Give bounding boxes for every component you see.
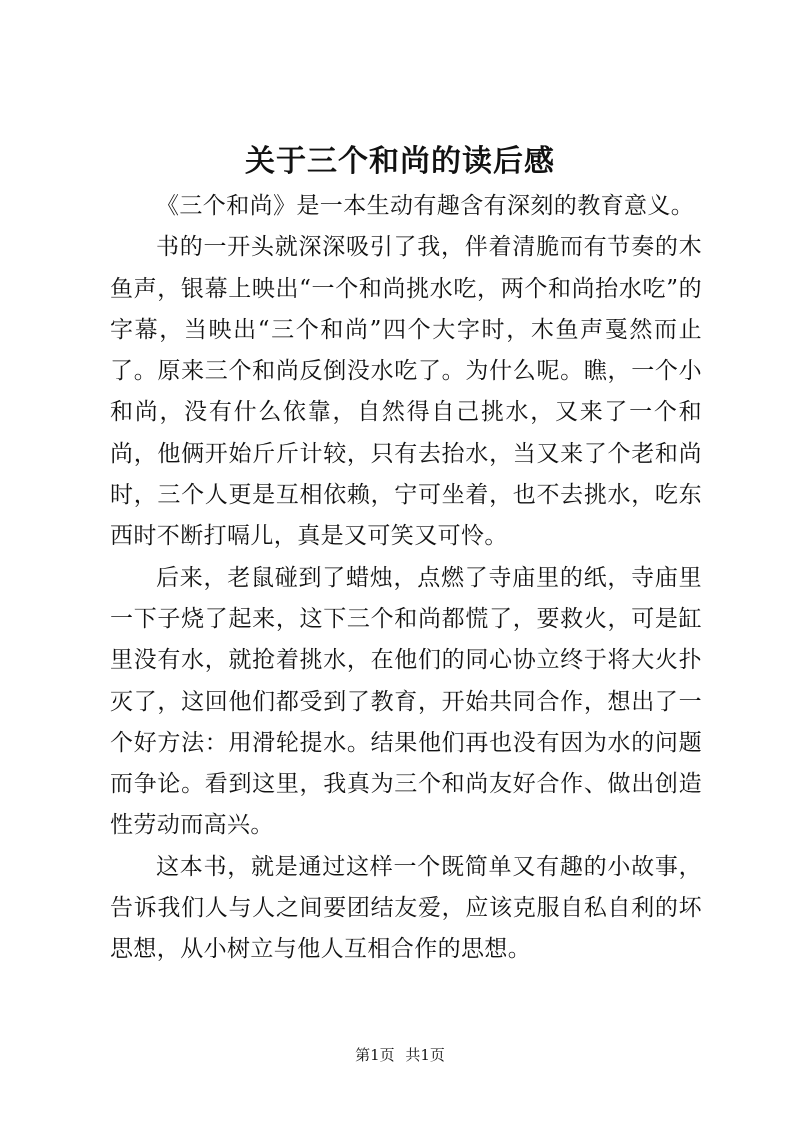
document-title: 关于三个和尚的读后感 [245,144,555,179]
page-footer [0,1044,800,1066]
page-total: 共1页 [405,1046,445,1064]
paragraph-3: 后来，老鼠碰到了蜡烛，点燃了寺庙里的纸，寺庙里一下子烧了起来，这下三个和尚都慌了，要救火，可是缸里没有水，就抢着挑水，在他们的同心协立终于将大火扑灭了，这回他们都受到了教育，开始共同合作，想出了一个好方法：用滑轮提水。结果他们再也没有因为水的问题而争论。看到这里，我真为三个和尚友好合作、做出创造性劳动而高兴。 [110,564,702,839]
paragraph-4: 这本书，就是通过这样一个既简单又有趣的小故事，告诉我们人与人之间要团结友爱，应该克服自私自利的坏思想，从小树立与他人互相合作的思想。 [110,853,702,963]
document-body [110,186,702,971]
paragraph-1: 《三个和尚》是一本生动有趣含有深刻的教育意义。 [156,193,695,219]
page-number: 第1页 [355,1046,395,1064]
paragraph-2: 书的一开头就深深吸引了我，伴着清脆而有节奏的木鱼声，银幕上映出“一个和尚挑水吃，两个和尚抬水吃”的字幕，当映出“三个和尚”四个大字时，木鱼声戛然而止了。原来三个和尚反倒没水吃了。为什么呢。瞧，一个小和尚，没有什么依靠，自然得自己挑水，又来了一个和尚，他俩开始斤斤计较，只有去抬水，当又来了个老和尚时，三个人更是互相依赖，宁可坐着，也不去挑水，吃东西时不断打嗝儿，真是又可笑又可怜。 [110,234,702,550]
